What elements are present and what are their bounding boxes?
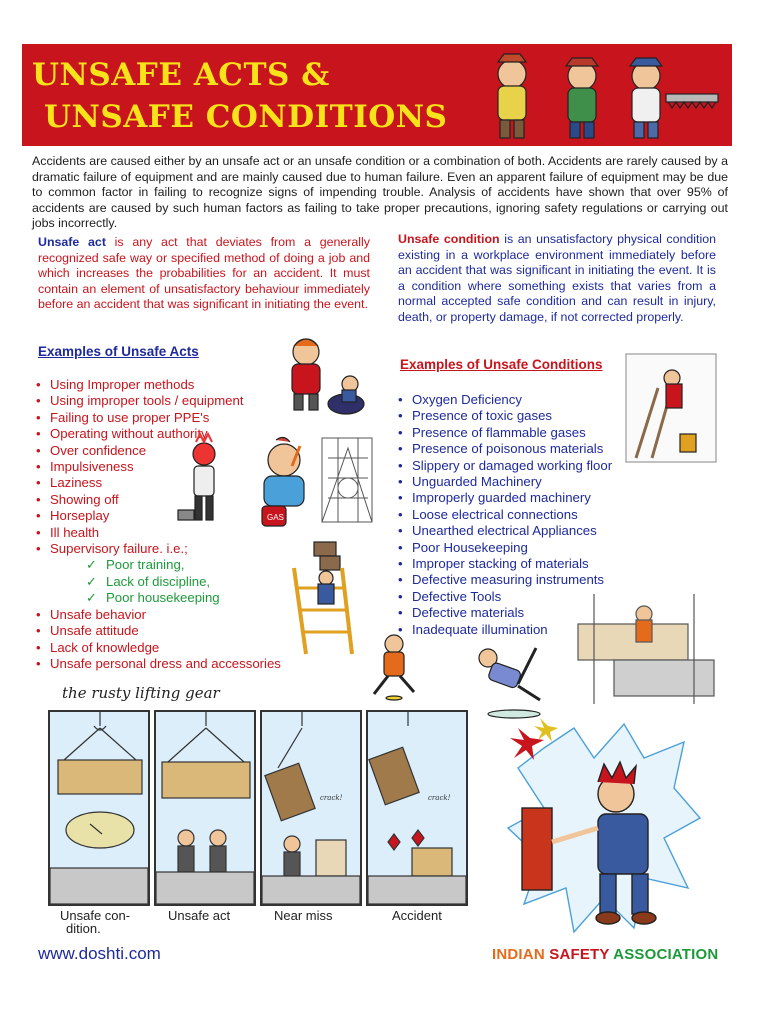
unsafe-condition-term: Unsafe condition (398, 232, 500, 246)
painter-on-ladder-icon (622, 348, 720, 468)
title-banner (22, 44, 732, 146)
organization-name (492, 946, 718, 963)
sub-list-item: ✓ Lack of discipline, (36, 574, 281, 590)
list-item: • Impulsiveness (36, 459, 281, 475)
cartoon-workers-icon (462, 48, 724, 142)
list-item: • Supervisory failure. i.e.; (36, 541, 281, 557)
unsafe-condition-text: is an unsatisfactory physical condition existing in a workplace environment immediately before an accident that was significant in initiating the event. It is a condition where something exists that varies from a normal accepted safe condition and can result in injury, death, or property damage, if not corrected properly. (398, 232, 717, 324)
unsafe-conditions-heading: Examples of Unsafe Conditions (400, 357, 603, 372)
unsafe-condition-definition (398, 232, 716, 326)
impulsive-worker-icon (176, 432, 228, 532)
caption-accident: Accident (392, 908, 442, 923)
org-association: ASSOCIATION (613, 946, 719, 963)
list-item: • Defective materials (398, 605, 612, 621)
angry-worker-icon (272, 332, 368, 422)
list-item: • Unsafe attitude (36, 623, 281, 639)
fallen-worker-icon (474, 638, 556, 720)
crane-load-icon (156, 712, 254, 904)
falling-load-icon (262, 712, 360, 904)
comic-panel-unsafe-condition (48, 710, 150, 906)
crane-hook-icon (50, 712, 148, 904)
list-item: • Ill health (36, 525, 281, 541)
caption-unsafe-act: Unsafe act (168, 908, 231, 923)
org-indian: INDIAN (492, 946, 550, 963)
unsafe-acts-list (36, 377, 281, 672)
comic-strip (46, 706, 482, 912)
list-item: • Improperly guarded machinery (398, 490, 612, 506)
list-item: • Inadequate illumination (398, 622, 612, 638)
list-item: • Defective measuring instruments (398, 572, 612, 588)
list-item: • Slippery or damaged working floor (398, 458, 612, 474)
comic-title: the rusty lifting gear (62, 684, 220, 702)
list-item: • Over confidence (36, 443, 281, 459)
caption-unsafe-condition: Unsafe con- (60, 908, 131, 923)
title-line-2: UNSAFE CONDITIONS (44, 99, 448, 135)
list-item: • Unearthed electrical Appliances (398, 523, 612, 539)
list-item: • Poor Housekeeping (398, 540, 612, 556)
sub-list-item: ✓ Poor training, (36, 557, 281, 573)
ladder-worker-icon (286, 538, 362, 656)
org-safety: SAFETY (549, 946, 614, 963)
list-item: • Oxygen Deficiency (398, 392, 612, 408)
unsafe-act-definition (38, 235, 370, 313)
list-item: • Improper stacking of materials (398, 556, 612, 572)
sub-list-item: ✓ Poor housekeeping (36, 590, 281, 606)
slipping-worker-icon (360, 632, 426, 702)
unsafe-act-text: is any act that deviates from a generally recognized safe way or specified method of doing a job and which increases the probabilities for an accident. It must contain an element of unsatisfactory behaviour immediately before an accident that was significant in initiating the event. (38, 235, 370, 312)
gas-cylinder-icon (248, 436, 318, 530)
list-item: • Failing to use proper PPE's (36, 410, 281, 426)
comic-panel-near-miss (260, 710, 362, 906)
list-item: • Loose electrical connections (398, 507, 612, 523)
gas-label: GAS (267, 513, 284, 522)
list-item: • Using Improper methods (36, 377, 281, 393)
accident-load-icon (368, 712, 466, 904)
intro-paragraph: Accidents are caused either by an unsafe act or an unsafe condition or a combination of both. Accidents are rarely caused by a dramatic failure of equipment and are mainly caused due to human failure. Even an apparent failure of equipment may be due to common factor in failing to recognize signs of impending trouble. Analysis of accidents have shown that over 95% of accidents are caused by such human factors as failing to take proper precautions, ignoring safety regulations or carrying out jobs incorrectly. (32, 154, 728, 231)
list-item: • Operating without authority (36, 426, 281, 442)
list-item: • Presence of poisonous materials (398, 441, 612, 457)
list-item: • Unsafe behavior (36, 607, 281, 623)
list-item: • Lack of knowledge (36, 640, 281, 656)
crack-label: crack! (320, 794, 343, 802)
list-item: • Using improper tools / equipment (36, 393, 281, 409)
list-item: • Presence of toxic gases (398, 408, 612, 424)
website-link[interactable]: www.doshti.com (38, 944, 161, 963)
crack-label: crack! (428, 794, 451, 802)
list-item: • Horseplay (36, 508, 281, 524)
machinery-sketch-icon (318, 428, 380, 532)
list-item: • Defective Tools (398, 589, 612, 605)
unsafe-acts-heading: Examples of Unsafe Acts (38, 344, 199, 359)
list-item: • Unguarded Machinery (398, 474, 612, 490)
unsafe-act-term: Unsafe act (38, 235, 106, 249)
electrocuted-worker-icon (504, 718, 704, 940)
caption-near-miss: Near miss (274, 908, 333, 923)
page-title (32, 54, 447, 138)
title-line-1: UNSAFE ACTS & (32, 57, 330, 93)
list-item: • Unsafe personal dress and accessories (36, 656, 281, 672)
unguarded-machinery-icon (574, 594, 724, 704)
caption-unsafe-condition-cont: dition. (66, 921, 101, 936)
comic-panel-unsafe-act (154, 710, 256, 906)
list-item: • Showing off (36, 492, 281, 508)
comic-panel-accident (366, 710, 468, 906)
list-item: • Presence of flammable gases (398, 425, 612, 441)
list-item: • Laziness (36, 475, 281, 491)
